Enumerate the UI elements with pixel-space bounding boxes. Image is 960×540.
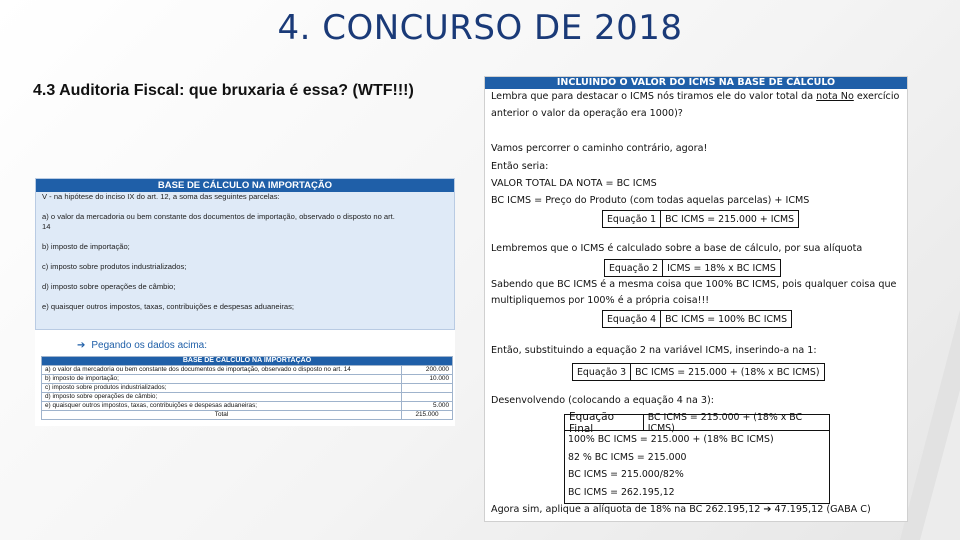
seria-line: Então seria: xyxy=(491,161,549,172)
legal-line: c) imposto sobre produtos industrializados; xyxy=(42,262,187,271)
final-equation-head xyxy=(565,410,829,435)
final-equation-text: BC ICMS = 215.000 + (18% x BC ICMS) xyxy=(647,411,803,434)
intro-underlined: nota No xyxy=(816,91,854,102)
equation-1-label: Equação 1 xyxy=(603,211,661,227)
equation-2-label: Equação 2 xyxy=(605,260,663,276)
intro-line-1 xyxy=(491,91,899,102)
left-excerpt-panel xyxy=(35,178,455,426)
row-label: e) quaisquer outros impostos, taxas, contribuições e despesas aduaneiras; xyxy=(42,402,402,411)
sabendo-line-1: Sabendo que BC ICMS é a mesma coisa que 100% BC ICMS, pois qualquer coisa que xyxy=(491,279,897,290)
equation-1-box xyxy=(602,210,799,228)
desenvolvendo-line: Desenvolvendo (colocando a equação 4 na 3): xyxy=(491,395,715,406)
equation-1-text: BC ICMS = 215.000 + ICMS xyxy=(665,213,795,225)
row-label: c) imposto sobre produtos industrializados; xyxy=(42,384,402,393)
arrow-caption xyxy=(77,340,207,351)
equation-3-box xyxy=(572,363,825,381)
equation-4-label: Equação 4 xyxy=(603,311,661,327)
total-value: 215.000 xyxy=(402,411,453,420)
final-step: 100% BC ICMS = 215.000 + (18% BC ICMS) xyxy=(568,434,774,445)
final-equation-label: Equação Final xyxy=(565,415,644,430)
row-value: 200.000 xyxy=(402,366,453,375)
legal-line: a) o valor da mercadoria ou bem constante dos documentos de importação, observado o disposto no art. xyxy=(42,212,395,221)
row-label: a) o valor da mercadoria ou bem constante dos documentos de importação, observado o disposto no art. 14 xyxy=(42,366,402,375)
substituindo-line: Então, substituindo a equação 2 na variável ICMS, inserindo-a na 1: xyxy=(491,345,817,356)
conclusion-line xyxy=(491,504,871,515)
bc-line: BC ICMS = Preço do Produto (com todas aquelas parcelas) + ICMS xyxy=(491,195,810,206)
corner-decoration-inner xyxy=(920,390,960,540)
final-equation-box xyxy=(564,410,830,504)
table-row xyxy=(42,366,453,375)
final-step: BC ICMS = 215.000/82% xyxy=(568,469,684,481)
equation-4-box xyxy=(602,310,792,328)
table-row xyxy=(42,393,453,402)
legal-text-header: BASE DE CÁLCULO NA IMPORTAÇÃO xyxy=(36,179,454,192)
row-value: 10.000 xyxy=(402,375,453,384)
valor-total-line: VALOR TOTAL DA NOTA = BC ICMS xyxy=(491,178,657,189)
intro-text-end: exercício xyxy=(853,91,900,102)
table-row xyxy=(42,375,453,384)
explanation-header: INCLUINDO O VALOR DO ICMS NA BASE DE CÁLCULO xyxy=(485,77,907,89)
values-table xyxy=(41,356,453,420)
equation-3-label: Equação 3 xyxy=(573,364,631,380)
slide-title: 4. CONCURSO DE 2018 xyxy=(277,8,683,48)
conclusion-text: Agora sim, aplique a alíquota de 18% na BC 262.195,12 xyxy=(491,504,761,515)
legal-line: d) imposto sobre operações de câmbio; xyxy=(42,282,176,291)
equation-2-text: ICMS = 18% x BC ICMS xyxy=(667,262,776,274)
equation-3-text: BC ICMS = 215.000 + (18% x BC ICMS) xyxy=(635,366,820,378)
row-label: b) imposto de importação; xyxy=(42,375,402,384)
equation-2-box xyxy=(604,259,781,277)
sabendo-line-2: multipliquemos por 100% é a própria coisa!!! xyxy=(491,295,710,306)
reverse-line: Vamos percorrer o caminho contrário, agora! xyxy=(491,143,708,154)
arrow-caption-text: Pegando os dados acima: xyxy=(91,340,208,351)
final-step: 82 % BC ICMS = 215.000 xyxy=(568,451,687,463)
final-step: BC ICMS = 262.195,12 xyxy=(568,486,675,498)
legal-line: e) quaisquer outros impostos, taxas, contribuições e despesas aduaneiras; xyxy=(42,302,295,311)
table-total-row xyxy=(42,411,453,420)
values-table-header: BASE DE CÁLCULO NA IMPORTAÇÃO xyxy=(42,357,453,366)
row-label: d) imposto sobre operações de câmbio; xyxy=(42,393,402,402)
table-row xyxy=(42,402,453,411)
intro-line-2: anterior o valor da operação era 1000)? xyxy=(491,108,683,119)
total-label: Total xyxy=(42,411,402,420)
conclusion-result: 47.195,12 (GABA C) xyxy=(774,504,871,515)
row-value xyxy=(402,384,453,393)
legal-line: 14 xyxy=(42,222,51,231)
intro-text: Lembra que para destacar o ICMS nós tiramos ele do valor total da xyxy=(491,91,817,102)
equation-4-text: BC ICMS = 100% BC ICMS xyxy=(665,313,788,325)
legal-line: V - na hipótese do inciso IX do art. 12, a soma das seguintes parcelas: xyxy=(42,192,280,201)
row-value xyxy=(402,393,453,402)
right-explanation-panel xyxy=(484,76,908,522)
arrow-right-icon: ➔ xyxy=(77,340,86,351)
slide-subtitle: 4.3 Auditoria Fiscal: que bruxaria é essa? (WTF!!!) xyxy=(33,82,414,99)
row-value: 5.000 xyxy=(402,402,453,411)
arrow-right-icon: ➔ xyxy=(763,504,772,515)
lembremos-line: Lembremos que o ICMS é calculado sobre a base de cálculo, por sua alíquota xyxy=(491,243,863,254)
legal-line: b) imposto de importação; xyxy=(42,242,130,251)
table-row xyxy=(42,384,453,393)
legal-text-block xyxy=(35,178,455,330)
